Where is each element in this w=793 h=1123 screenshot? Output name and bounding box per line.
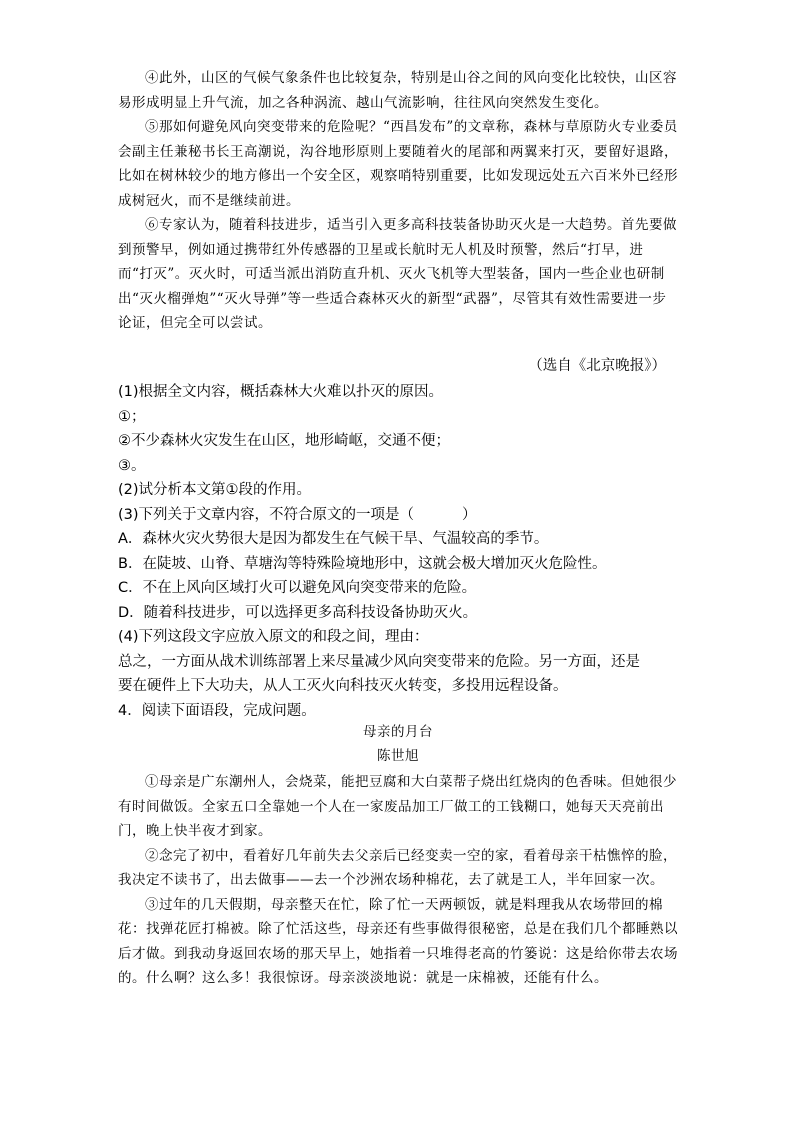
question-1-item-1: ①；	[118, 408, 146, 425]
question-4-passage-line-2: 要在硬件上下大功夫，从人工灭火向科技灭火转变，多投用远程设备。	[118, 678, 568, 694]
question-1: (1)根据全文内容，概括森林大火难以扑灭的原因。	[118, 384, 444, 400]
article2-paragraph-2: ②念完了初中，看着好几年前失去父亲后已经变卖一空的家，看着母亲干枯憔悴的脸，我决定不读书了，出去做事——去一个沙洲农场种棉花，去了就是工人，半年回家一次。	[118, 847, 677, 888]
article2-body	[118, 770, 678, 991]
question-1-item-2: ②不少森林火灾发生在山区，地形崎岖，交通不便；	[118, 433, 450, 449]
question-3-stem: (3)下列关于文章内容，不符合原文的一项是（	[118, 506, 415, 523]
article2-paragraph-3: ③过年的几天假期，母亲整天在忙，除了忙一天两顿饭，就是料理我从农场带回的棉花：找弹花匠打棉被。除了忙活这些，母亲还有些事做得很秘密，总是在我们几个都睡熟以后才做。到我动身返回农场的那天早上，她指着一只堆得老高的竹篓说：这是给你带去农场的。什么啊？这么多！我很惊讶。母亲淡淡地说：就是一床棉被，还能有什么。	[118, 896, 678, 986]
option-c: C．不在上风向区域打火可以避免风向突变带来的危险。	[118, 580, 477, 596]
article2-title: 母亲的月台	[363, 724, 433, 740]
article1-body	[118, 66, 678, 336]
article1-paragraph-4: ④此外，山区的气候气象条件也比较复杂，特别是山谷之间的风向变化比较快，山区容易形成明显上升气流，加之各种涡流、越山气流影响，往往风向突然发生变化。	[118, 70, 677, 111]
article1-source: （选自《北京晚报》）	[528, 358, 666, 374]
questions-section	[118, 380, 678, 723]
section-4-instruction: 4．阅读下面语段，完成问题。	[118, 702, 316, 719]
option-b: B．在陡坡、山脊、草塘沟等特殊险境地形中，这就会极大增加灭火危险性。	[118, 555, 607, 572]
question-4: (4)下列这段文字应放入原文的和段之间，理由：	[118, 629, 429, 645]
option-a: A．森林火灾火势很大是因为都发生在气候干旱、气温较高的季节。	[118, 531, 549, 547]
option-d: D．随着科技进步，可以选择更多高科技设备协助灭火。	[118, 604, 478, 621]
question-3-close: ）	[462, 506, 477, 523]
article2-author: 陈世旭	[377, 748, 419, 764]
question-2: (2)试分析本文第①段的作用。	[118, 482, 312, 498]
question-3	[118, 503, 678, 528]
question-1-item-3: ③。	[118, 457, 146, 474]
article1-paragraph-5: ⑤那如何避免风向突变带来的危险呢？“西昌发布”的文章称，森林与草原防火专业委员会副主任兼秘书长王高潮说，沟谷地形原则上要随着火的尾部和两翼来打灭，要留好退路，比如在树林较少的地方修出一个安全区，观察哨特别重要，比如发现远处五六百米外已经形成树冠火，而不是继续前进。	[118, 119, 678, 209]
question-4-passage-line-1: 总之，一方面从战术训练部署上来尽量减少风向突变带来的危险。另一方面，还是	[118, 653, 640, 670]
article2-paragraph-1: ①母亲是广东潮州人，会烧菜，能把豆腐和大白菜帮子烧出红烧肉的色香味。但她很少有时间做饭。全家五口全靠她一个人在一家废品加工厂做工的工钱糊口，她每天天亮前出门，晚上快半夜才到家。	[118, 774, 677, 839]
article1-paragraph-6: ⑥专家认为，随着科技进步，适当引入更多高科技装备协助灭火是一大趋势。首先要做到预警早，例如通过携带红外传感器的卫星或长航时无人机及时预警，然后“打早，进而“打灭”。灭火时，可适当派出消防直升机、灭火飞机等大型装备，国内一些企业也研制出“灭火榴弹炮”“灭火导弹”等一些适合森林灭火的新型“武器”，尽管其有效性需要进一步论证，但完全可以尝试。	[118, 217, 677, 331]
